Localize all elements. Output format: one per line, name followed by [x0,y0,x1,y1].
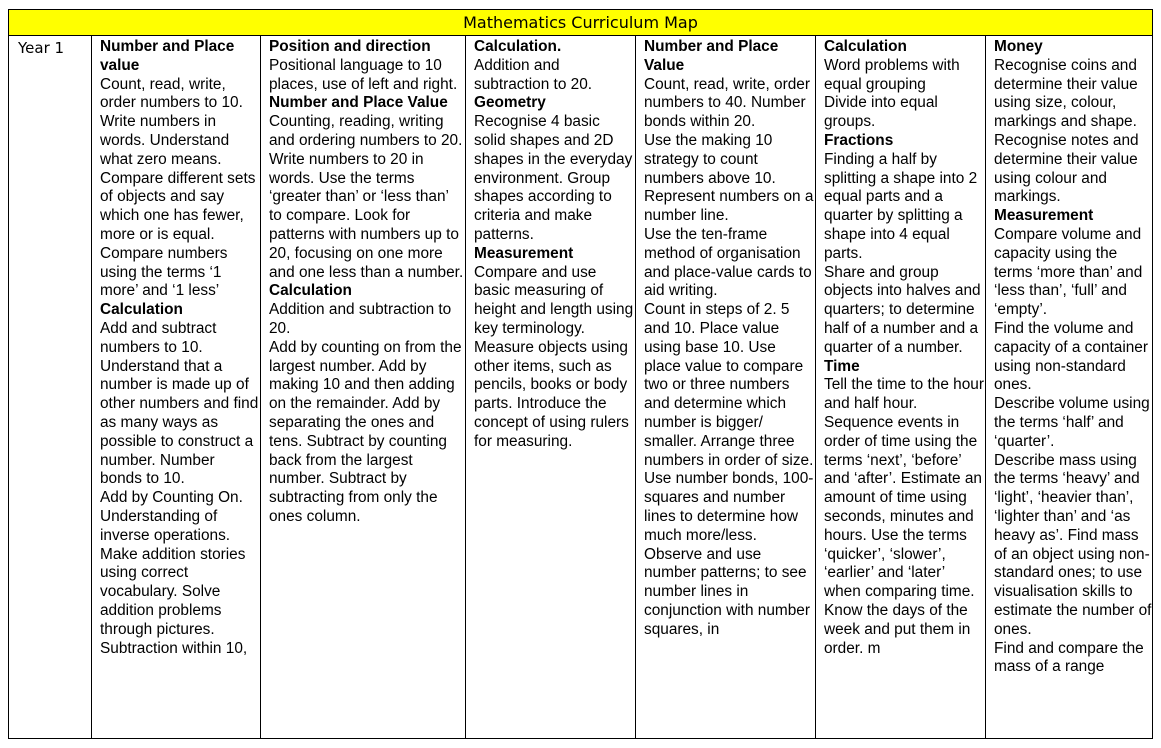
section-heading: Number and Place Value [269,94,448,112]
section-text: Add and subtract numbers to 10. Understand that a number is made up of other numbers and find as many ways as possible to construct a number. Number bonds to 10. Add by Counting On. Understanding of inverse operations. Make addition stories using correct vocabulary. Solve addition problems through pictures. Subtraction within 10, [100,319,259,657]
section-text: Count, read, write, order numbers to 40. Number bonds within 20. Use the making 10 strategy to count numbers above 10. Represent numbers on a number line. Use the ten-frame method of organisation and place-value cards to aid writing. Count in steps of 2. 5 and 10. Place value using base 10. Use place value to compare two or three numbers and determine which number is bigger/ smaller. Arrange three numbers in order of size. Use number bonds, 100-squares and number lines to determine how much more/less. Observe and use number patterns; to see number lines in conjunction with number squares, in [644,75,814,638]
section-text: Counting, reading, writing and ordering numbers to 20. Write numbers to 20 in words. Use the terms ‘greater than’ or ‘less than’ to compare. Look for patterns with numbers up to 20, focusing on one more and one less than a number. [269,113,464,281]
section-text: Count, read, write, order numbers to 10. Write numbers in words. Understand what zero means. Compare different sets of objects and say which one has fewer, more or is equal. Compare numbers using the terms ‘1 more’ and ‘1 less’ [100,75,260,300]
section-heading: Calculation. [474,38,562,55]
year-1-row [9,36,1152,738]
section-heading: Calculation [269,282,352,300]
section-heading: Fractions [824,131,894,149]
section-text: Word problems with equal grouping Divide into equal groups. [824,56,960,131]
section-heading: Number and Place value [100,38,235,74]
section-text: Positional language to 10 places, use of left and right. [269,56,458,93]
section-heading: Measurement [994,207,1094,225]
section-text: Compare volume and capacity using the terms ‘more than’ and ‘less than’, ‘full’ and ‘empty’. Find the volume and capacity of a container using non-standard ones. Describe volume using the terms ‘half’ and ‘quarter’. Describe mass using the terms ‘heavy’ and ‘light’, ‘heavier than’, ‘lighter than’ and ‘as heavy as’. Find mass of an object using non-standard ones; to use visualisation skills to estimate the number of ones. Find and compare the mass of a range [994,225,1152,676]
year-label-cell [9,36,92,738]
term-cell-1 [92,36,261,738]
term-cell-5 [816,36,989,738]
section-heading: Measurement [474,244,574,262]
section-heading: Time [824,357,860,375]
section-heading: Number and Place Value [644,38,779,74]
section-heading: Position and direction [269,38,431,55]
term-cell-2 [261,36,466,738]
section-text: Finding a half by splitting a shape into 2 equal parts and a quarter by splitting a shape into 4 equal parts. Share and group objects into halves and quarters; to determine half of a number and a quarter of a number. [824,150,981,356]
term-cell-6 [986,36,1154,738]
section-text: Addition and subtraction to 20. [474,56,593,93]
section-heading: Money [994,38,1043,55]
section-text: Recognise 4 basic solid shapes and 2D shapes in the everyday environment. Group shapes according to criteria and make patterns. [474,113,637,243]
term-cell-3 [466,36,636,738]
section-heading: Calculation [100,301,183,319]
curriculum-map-table [8,9,1153,739]
section-heading: Geometry [474,94,546,112]
section-text: Recognise coins and determine their value using size, colour, markings and shape. Recognise notes and determine their value using colour and markings. [994,56,1139,206]
section-text: Addition and subtraction to 20. Add by counting on from the largest number. Add by making 10 and then adding on the remainder. Add by separating the ones and tens. Subtract by counting back from the largest number. Subtract by subtracting from only the ones column. [269,301,462,525]
table-title: Mathematics Curriculum Map [9,10,1152,36]
section-heading: Calculation [824,38,907,55]
section-text: Tell the time to the hour and half hour. Sequence events in order of time using the terms ‘next’, ‘before’ and ‘after’. Estimate an amount of time using seconds, minutes and hours. Use the terms ‘quicker’, ‘slower’, ‘earlier’ and ‘later’ when comparing time. Know the days of the week and put them in order. m [824,376,989,657]
year-label: Year 1 [18,39,65,57]
section-text: Compare and use basic measuring of height and length using key terminology. Measure objects using other items, such as pencils, books or body parts. Introduce the concept of using rulers for measuring. [474,263,634,450]
term-cell-4 [636,36,816,738]
